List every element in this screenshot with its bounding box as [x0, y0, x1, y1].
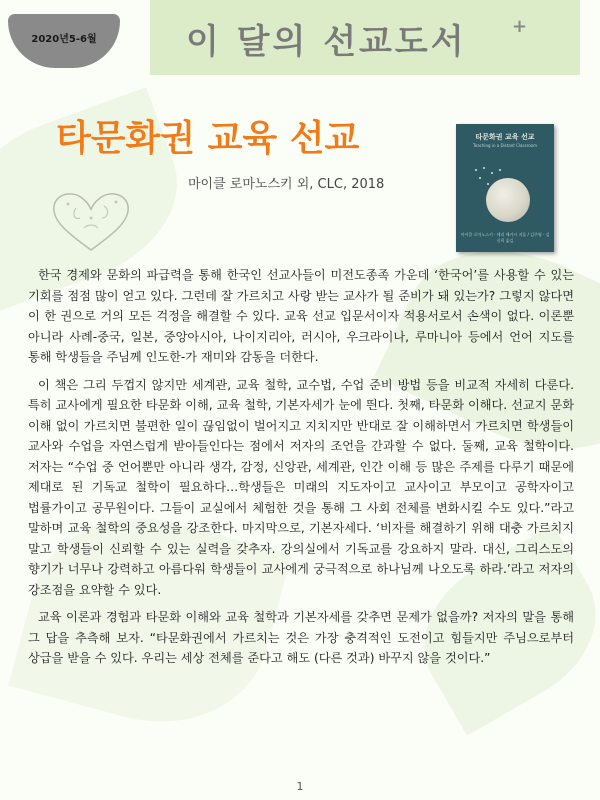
heart-ornament-icon [46, 188, 136, 258]
globe-icon [486, 178, 530, 222]
paragraph: 한국 경제와 문화의 파급력을 통해 한국인 선교사들이 미전도종족 가운데 ‘한국어’를 사용할 수 있는 기회를 점점 많이 얻고 있다. 그런데 잘 가르치고 사랑 받는 교사가 될 준비가 돼 있는가? 그렇지 않다면 이 한 권으로 거의 모든 걱정을 해결할 수 있다. 교육 선교 입문서이자 적용서로서 손색이 없다. 이론뿐 아니라 사례-중국, 일본, 중앙아시아, 나이지리아, 러시아, 우크라이나, 루마니아 등에서 언어 지도를 통해 학생들을 주님께 인도한-가 재미와 감동을 더한다. [28, 268, 574, 364]
page-number: 1 [296, 780, 304, 793]
book-title: 타문화권 교육 선교 [56, 118, 360, 159]
plus-ornament: + [512, 16, 528, 37]
page-title: 이 달의 선교도서 [186, 22, 467, 62]
issue-date: 2020년5-6월 [31, 34, 97, 45]
book-cover-image [456, 124, 554, 252]
cover-title: 타문화권 교육 선교 [475, 133, 535, 141]
book-byline: 마이클 로마노스키 외, CLC, 2018 [188, 177, 385, 192]
paragraph: 이 책은 그리 두껍지 않지만 세계관, 교육 철학, 교수법, 수업 준비 방법 등을 비교적 자세히 다룬다. 특히 교사에게 필요한 타문화 이해, 교육 철학, 기본자세가 눈에 띈다. 첫째, 타문화 이해다. 선교지 문화 이해 없이 가르치면 불편한 일이 끊임없이 벌어지고 지치지만 반대로 잘 이해하면서 가르치면 학생들이 교사와 수업을 자연스럽게 받아들인다는 점에서 저자의 조언을 간과할 수 없다. 둘째, 교육 철학이다. 저자는 “수업 중 언어뿐만 아니라 생각, 감정, 신앙관, 세계관, 인간 이해 등 많은 주제를 다루기 때문에 제대로 된 기독교 철학이 필요하다…학생들은 미래의 지도자이고 교사이고 부모이고 공학자이고 법률가이고 공무원이다. 그들이 교실에서 체험한 것을 통해 그 사회 전체를 변화시킬 수도 있다.”라고 말하며 교육 철학의 중요성을 강조한다. 마지막으로, 기본자세다. ‘비자를 해결하기 위해 대충 가르치지 말고 학생들이 신뢰할 수 있는 실력을 갖추자. 강의실에서 기독교를 강요하지 말라. 대신, 그리스도의 향기가 너무나 강력하고 아름다워 학생들이 교사에게 궁극적으로 하나님께 나오도록 하라.’라고 저자의 강조점을 요약할 수 있다. [28, 377, 574, 597]
cover-subtitle: Teaching in a Distant Classroom [472, 143, 538, 148]
paragraph: 교육 이론과 경험과 타문화 이해와 교육 철학과 기본자세를 갖추면 문제가 없을까? 저자의 말을 통해 그 답을 추측해 보자. “타문화권에서 가르치는 것은 가장 충격적인 도전이고 힘들지만 주님으로부터 상급을 받을 수 있다. 우리는 세상 전체를 준다고 해도 (다른 것과) 바꾸지 않을 것이다.” [28, 610, 574, 665]
article-body [28, 265, 574, 676]
cover-authors: 마이클 로마노스키 · 테리 매카시 지음 / 김주영 · 김신희 옮김 [460, 232, 550, 243]
